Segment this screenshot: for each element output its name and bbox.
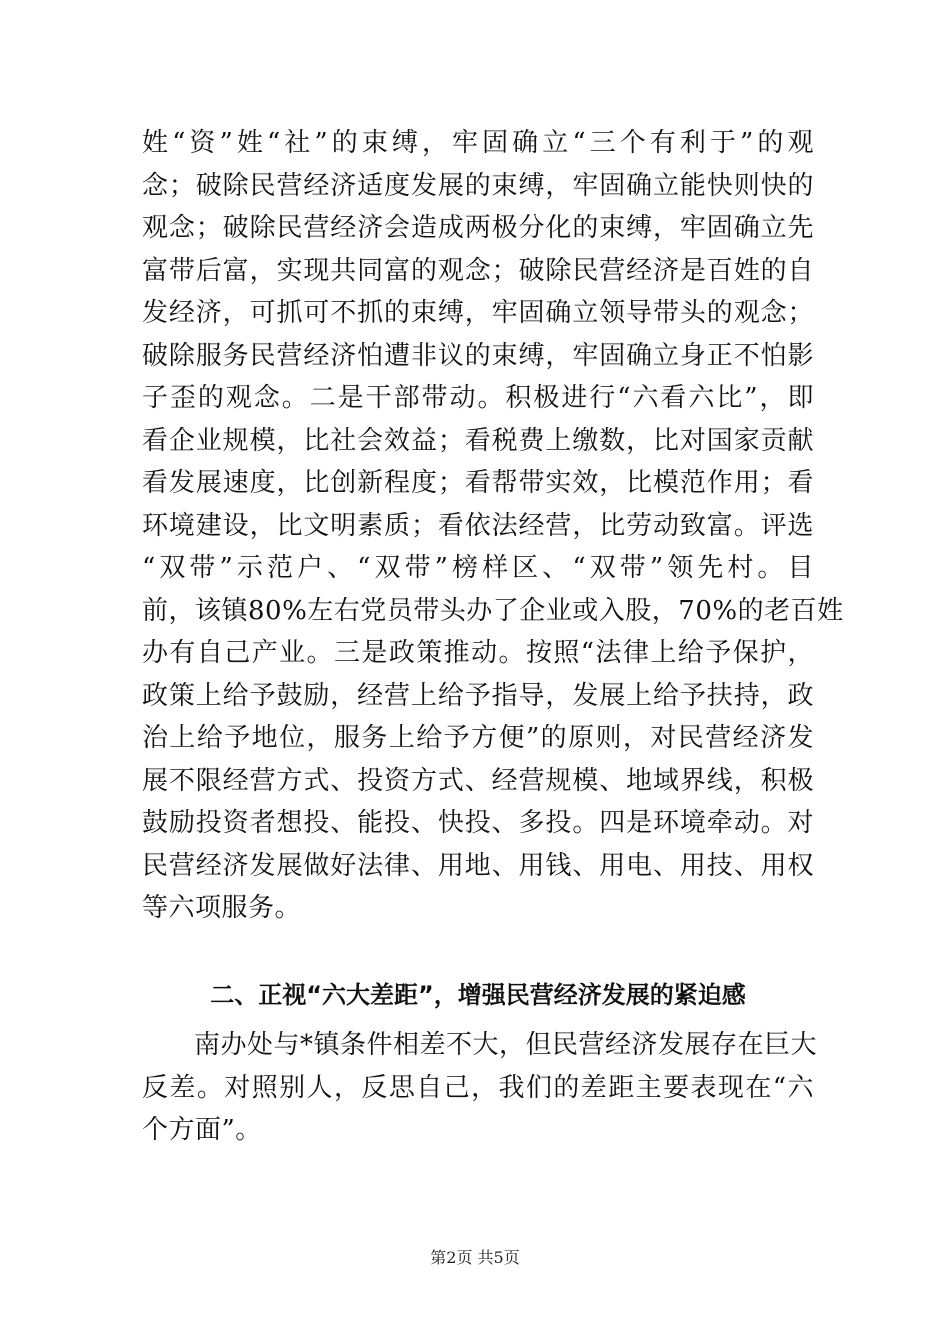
text-line: 富带后富，实现共同富的观念；破除民营经济是百姓的自 <box>142 255 814 286</box>
text-line: 个方面”。 <box>142 1115 262 1145</box>
text-line: 看企业规模，比社会效益；看税费上缴数，比对国家贡献 <box>142 425 814 456</box>
text-line: 前，该镇80%左右党员带头办了企业或入股，70%的老百姓 <box>142 595 844 626</box>
text-line: 南办处与*镇条件相差不大，但民营经济发展存在巨大 <box>194 1030 818 1060</box>
text-line: 姓“资”姓“社”的束缚，牢固确立“三个有利于”的观 <box>142 128 814 158</box>
text-line: 鼓励投资者想投、能投、快投、多投。四是环境牵动。对 <box>142 808 814 838</box>
text-line: 展不限经营方式、投资方式、经营规模、地域界线，积极 <box>142 765 814 796</box>
text-line: 破除服务民营经济怕遭非议的束缚，牢固确立身正不怕影 <box>142 340 814 371</box>
text-line: 反差。对照别人，反思自己，我们的差距主要表现在“六 <box>142 1072 814 1103</box>
text-line: 民营经济发展做好法律、用地、用钱、用电、用技、用权 <box>142 850 814 881</box>
text-line: 看发展速度，比创新程度；看帮带实效，比模范作用；看 <box>142 468 814 498</box>
text-line: 政策上给予鼓励，经营上给予指导，发展上给予扶持，政 <box>142 680 814 711</box>
text-line: 办有自己产业。三是政策推动。按照“法律上给予保护， <box>142 638 814 668</box>
paragraph-body <box>142 122 844 930</box>
text-line: 子歪的观念。二是干部带动。积极进行“六看六比”，即 <box>142 383 814 413</box>
text-line: 发经济，可抓可不抓的束缚，牢固确立领导带头的观念； <box>142 298 814 328</box>
text-line: 念；破除民营经济适度发展的束缚，牢固确立能快则快的 <box>142 170 814 201</box>
paragraph-body-2 <box>142 1024 818 1152</box>
text-line: 观念；破除民营经济会造成两极分化的束缚，牢固确立先 <box>142 213 814 243</box>
text-line: 环境建设，比文明素质；看依法经营，比劳动致富。评选 <box>142 510 814 541</box>
text-line: 等六项服务。 <box>142 893 302 923</box>
page-number-footer: 第2页 共5页 <box>430 1248 520 1267</box>
text-line: “双带”示范户、“双带”榜样区、“双带”领先村。目 <box>142 553 814 583</box>
section-heading: 二、正视“六大差距”，增强民营经济发展的紧迫感 <box>210 981 746 1009</box>
text-line: 治上给予地位，服务上给予方便”的原则，对民营经济发 <box>142 723 814 753</box>
